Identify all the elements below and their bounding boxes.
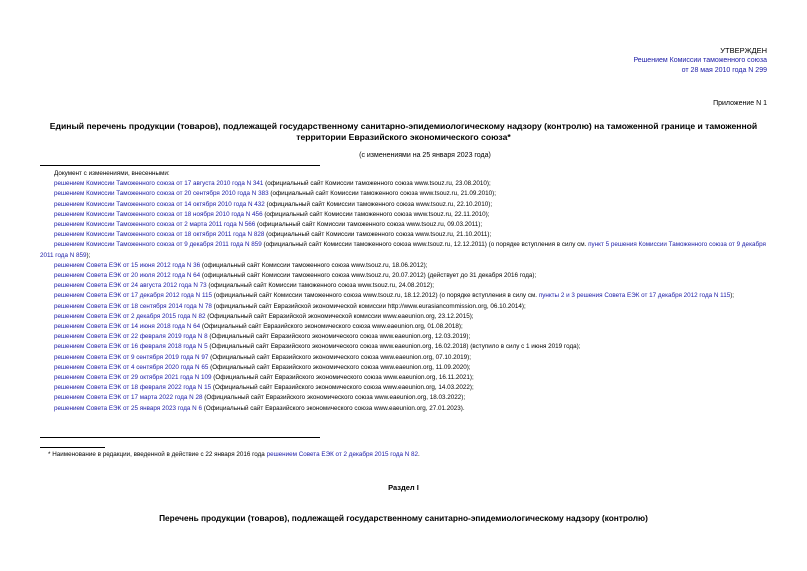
edition-note: (с изменениями на 25 января 2023 года)	[359, 152, 491, 159]
change-link[interactable]: решением Совета ЕЭК от 29 октября 2021 года N 109	[54, 374, 212, 382]
change-item	[40, 210, 777, 220]
change-text: (Официальный сайт Евразийского экономического союза www.eaeunion.org, 16.02.2018) (вступило в силу с 1 июня 2019 года);	[207, 343, 581, 351]
change-item	[40, 291, 777, 301]
change-text: (официальный сайт Комиссии таможенного союза www.tsouz.ru, 22.10.2010);	[264, 200, 493, 208]
change-link[interactable]: решением Комиссии Таможенного союза от 20 сентября 2010 года N 383	[54, 190, 269, 198]
change-text-end: );	[730, 292, 735, 300]
change-item	[40, 383, 777, 393]
change-link[interactable]: решением Комиссии Таможенного союза от 17 августа 2010 года N 341	[54, 180, 264, 188]
change-item	[40, 220, 777, 230]
change-item	[40, 393, 777, 403]
change-text: (Официальный сайт Евразийского экономического союза www.eaeunion.org, 01.08.2018);	[200, 323, 463, 331]
approval-heading: УТВЕРЖДЕН	[720, 46, 767, 55]
change-link[interactable]: решением Совета ЕЭК от 24 августа 2012 года N 73	[54, 282, 207, 290]
change-link[interactable]: решением Совета ЕЭК от 17 декабря 2012 года N 115	[54, 292, 213, 300]
changes-header: Документ с изменениями, внесенными:	[54, 170, 170, 177]
change-link[interactable]: решением Комиссии Таможенного союза от 9 декабря 2011 года N 859	[54, 241, 262, 249]
change-link[interactable]: решением Совета ЕЭК от 17 марта 2022 года N 28	[54, 394, 203, 402]
change-link[interactable]: решением Совета ЕЭК от 16 февраля 2018 года N 5	[54, 343, 208, 351]
change-text: (Официальный сайт Евразийской экономической комиссии www.eaeunion.org, 23.12.2015);	[205, 312, 474, 320]
change-link[interactable]: решением Совета ЕЭК от 20 июля 2012 года N 64	[54, 272, 201, 280]
change-link[interactable]: решением Совета ЕЭК от 22 февраля 2019 года N 8	[54, 333, 208, 341]
footnote	[48, 451, 420, 458]
change-text: (Официальный сайт Евразийского экономического союза www.eaeunion.org, 27.01.2023).	[201, 404, 465, 412]
change-item	[40, 230, 777, 240]
change-item	[40, 363, 777, 373]
change-item	[40, 200, 777, 210]
changes-list	[40, 169, 777, 414]
change-text: (Официальный сайт Евразийского экономического союза www.eaeunion.org, 18.03.2022);	[202, 394, 466, 402]
change-item	[40, 322, 777, 332]
change-item	[40, 179, 777, 189]
change-link[interactable]: решением Совета ЕЭК от 18 сентября 2014 года N 78	[54, 302, 212, 310]
change-item	[40, 281, 777, 291]
section-subtitle: Перечень продукции (товаров), подлежащей государственному санитарно-эпидемиологическому надзору (контролю)	[159, 513, 648, 523]
change-link[interactable]: решением Совета ЕЭК от 4 сентября 2020 года N 65	[54, 363, 209, 371]
divider-bottom	[40, 437, 320, 438]
change-text: (официальный сайт Комиссии таможенного союза www.tsouz.ru, 23.08.2010);	[263, 180, 491, 188]
change-text: (официальный сайт Комиссии таможенного союза www.tsouz.ru, 20.07.2012) (действует до 31 декабря 2016 года);	[200, 272, 537, 280]
change-item	[40, 261, 777, 271]
change-link[interactable]: решением Комиссии Таможенного союза от 18 октября 2011 года N 828	[54, 231, 265, 239]
annex-label: Приложение N 1	[713, 100, 767, 107]
approval-block	[633, 46, 767, 76]
change-text: (Официальный сайт Евразийского экономического союза www.eaeunion.org, 07.10.2019);	[208, 353, 472, 361]
footnote-text: * Наименование в редакции, введенной в действие с 22 января 2016 года	[48, 451, 267, 458]
change-text: (Официальный сайт Евразийского экономического союза www.eaeunion.org, 14.03.2022);	[211, 384, 474, 392]
change-link[interactable]: решением Комиссии Таможенного союза от 2 марта 2011 года N 566	[54, 221, 256, 229]
approval-line-1[interactable]: Решением Комиссии таможенного союза	[633, 57, 767, 64]
change-link[interactable]: решением Комиссии Таможенного союза от 18 ноября 2010 года N 456	[54, 210, 263, 218]
change-link[interactable]: решением Совета ЕЭК от 14 июня 2018 года N 64	[54, 323, 201, 331]
footnote-divider	[40, 447, 105, 448]
change-link-secondary[interactable]: пункт 5 решения Комиссии Таможенного союза от 9 декабря 2011 года N 859	[40, 241, 766, 259]
title-line-2: территории Евразийского экономического союза*	[296, 132, 511, 142]
change-link[interactable]: решением Совета ЕЭК от 25 января 2023 года N 6	[54, 404, 202, 412]
change-text: (официальный сайт Евразийской экономической комиссии http://www.eurasiancommission.org, 06.10.2014);	[211, 302, 526, 310]
change-text: (Официальный сайт Евразийского экономического союза www.eaeunion.org, 12.03.2019);	[207, 333, 471, 341]
change-text: (официальный сайт Комиссии таможенного союза www.tsouz.ru, 18.06.2012);	[200, 261, 428, 269]
change-item	[40, 332, 777, 342]
section-heading: Раздел I	[388, 483, 419, 492]
change-link[interactable]: решением Совета ЕЭК от 18 февраля 2022 года N 15	[54, 384, 212, 392]
title-line-1: Единый перечень продукции (товаров), подлежащей государственному санитарно-эпидемиологическому надзору (контролю) на таможенной границе и таможенной	[49, 121, 758, 131]
change-item	[40, 302, 777, 312]
footnote-link[interactable]: решением Совета ЕЭК от 2 декабря 2015 года N 82	[266, 451, 419, 458]
change-text: (Официальный сайт Евразийского экономического союза www.eaeunion.org, 11.09.2020);	[208, 363, 471, 371]
document-title	[30, 121, 777, 143]
change-text: (официальный сайт Комиссии таможенного союза www.tsouz.ru, 21.10.2011);	[264, 231, 492, 239]
change-link[interactable]: решением Комиссии Таможенного союза от 14 октября 2010 года N 432	[54, 200, 265, 208]
change-link[interactable]: решением Совета ЕЭК от 9 сентября 2019 года N 97	[54, 353, 209, 361]
change-link[interactable]: решением Совета ЕЭК от 2 декабря 2015 года N 82	[54, 312, 206, 320]
change-item	[40, 404, 777, 414]
change-text-end: );	[86, 251, 91, 259]
footnote-end: .	[418, 451, 420, 458]
change-item	[40, 240, 777, 260]
change-item	[40, 271, 777, 281]
change-item	[40, 342, 777, 352]
change-text: (официальный сайт Комиссии таможенного союза www.tsouz.ru, 22.11.2010);	[262, 210, 490, 218]
divider-top	[40, 165, 320, 166]
change-text: (официальный сайт Комиссии таможенного союза www.tsouz.ru, 21.09.2010);	[268, 190, 496, 198]
change-link-secondary[interactable]: пункты 2 и 3 решения Совета ЕЭК от 17 декабря 2012 года N 115	[538, 292, 731, 300]
change-text: (Официальный сайт Евразийского экономического союза www.eaeunion.org, 16.11.2021);	[211, 374, 474, 382]
change-text: (официальный сайт Комиссии таможенного союза www.tsouz.ru, 09.03.2011);	[255, 221, 483, 229]
change-text: (официальный сайт Комиссии таможенного союза www.tsouz.ru, 12.12.2011) (о порядке вступления в силу см.	[261, 241, 589, 249]
change-text: (официальный сайт Комиссии таможенного союза www.tsouz.ru, 24.08.2012);	[206, 282, 434, 290]
change-link[interactable]: решением Совета ЕЭК от 15 июня 2012 года N 36	[54, 261, 201, 269]
change-text: (официальный сайт Комиссии таможенного союза www.tsouz.ru, 18.12.2012) (о порядке вступления в силу см.	[212, 292, 539, 300]
approval-line-2[interactable]: от 28 мая 2010 года N 299	[681, 67, 767, 74]
change-item	[40, 189, 777, 199]
change-item	[40, 312, 777, 322]
change-item	[40, 373, 777, 383]
change-item	[40, 353, 777, 363]
